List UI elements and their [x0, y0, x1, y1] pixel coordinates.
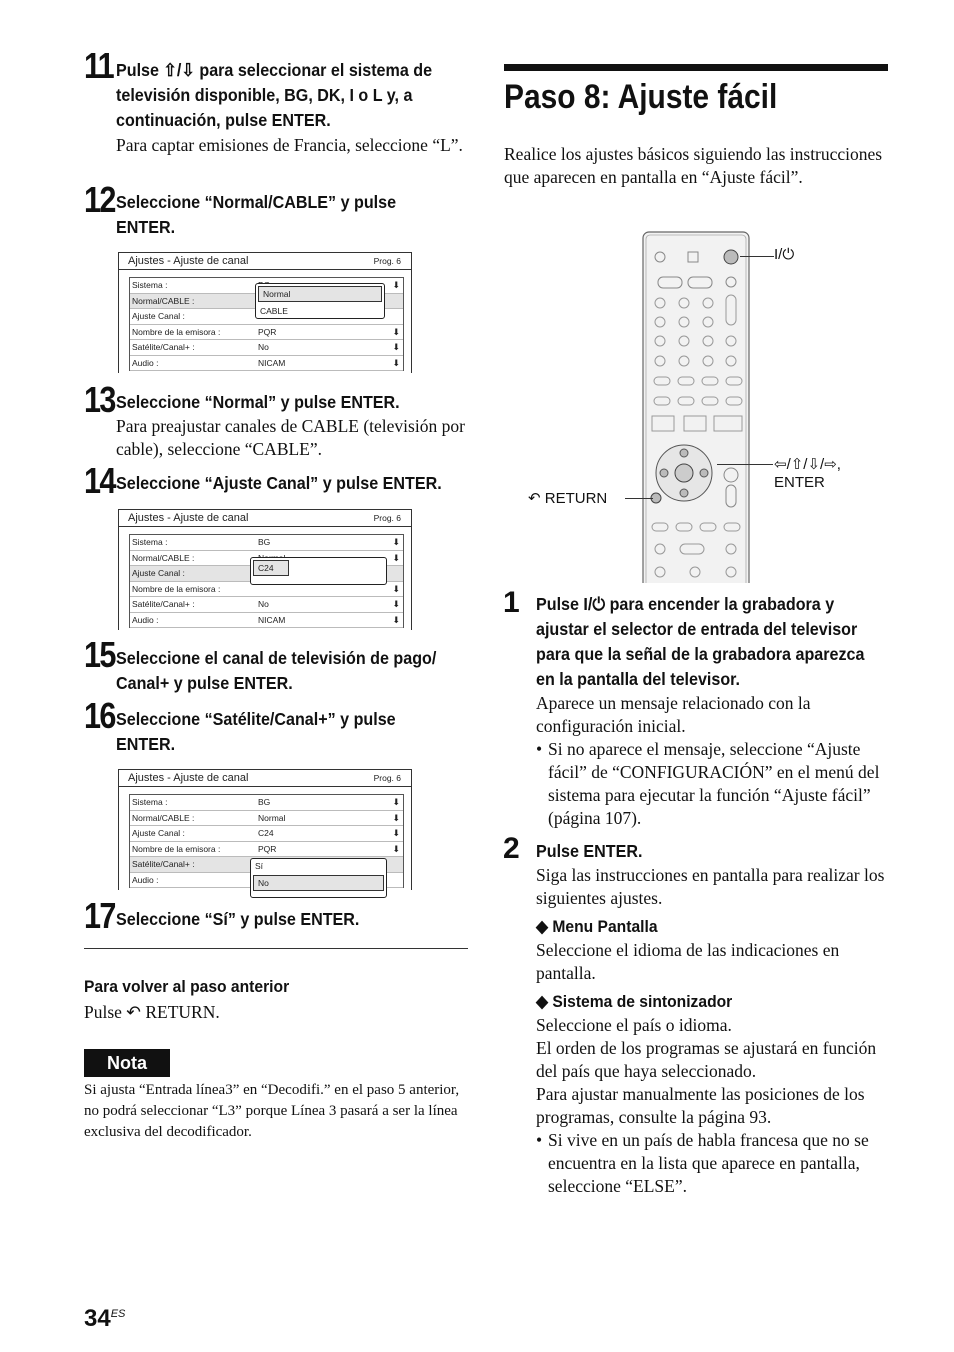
page-title: Paso 8: Ajuste fácil — [504, 78, 778, 116]
osd-value: NICAM — [258, 614, 286, 625]
step-11-heading: Pulse ⇧/⇩ para seleccionar el sistema de televisión disponible, BG, DK, I o L y, a continuación, pulse ENTER. — [116, 60, 433, 130]
bullet-icon: • — [536, 739, 543, 759]
callout-line — [717, 464, 773, 465]
sistema-text-2: El orden de los programas se ajustará en función del país que haya seleccionado. — [536, 1038, 877, 1081]
osd-label: Nombre de la emisora : — [132, 326, 221, 337]
osd-value: No — [258, 342, 269, 352]
power-label: I/⏻ — [774, 246, 795, 263]
page-number — [84, 1299, 125, 1334]
down-arrow-icon: ⬇ — [392, 828, 400, 838]
osd-label: Nombre de la emisora : — [132, 843, 221, 854]
osd-popup-option: Normal — [258, 286, 382, 302]
step-1-body: Aparece un mensaje relacionado con la configuración inicial. — [536, 693, 811, 736]
down-arrow-icon: ⬇ — [392, 537, 400, 547]
enter-label: ENTER — [774, 474, 825, 491]
osd-label: Sistema : — [132, 280, 168, 290]
back-section-text: Pulse ↶ RETURN. — [84, 1002, 220, 1022]
osd-label: Audio : — [132, 614, 159, 625]
step-12-number: 12 — [84, 179, 115, 220]
osd-label: Ajuste Canal : — [132, 311, 185, 321]
osd-prog: Prog. 6 — [373, 513, 401, 523]
step-13-heading: Seleccione “Normal” y pulse ENTER. — [116, 392, 400, 412]
osd-label: Sistema : — [132, 537, 168, 547]
step-13-number: 13 — [84, 379, 115, 420]
osd-value: No — [258, 599, 269, 609]
osd-value: C24 — [258, 828, 274, 838]
osd-value: PQR — [258, 843, 277, 854]
step-14-heading: Seleccione “Ajuste Canal” y pulse ENTER. — [116, 473, 442, 493]
osd-popup-option: C24 — [253, 560, 289, 576]
down-arrow-icon: ⬇ — [392, 357, 400, 368]
down-arrow-icon: ⬇ — [392, 342, 400, 352]
down-arrow-icon: ⬇ — [392, 614, 400, 625]
step-11-body: Para captar emisiones de Francia, seleccione “L”. — [116, 135, 463, 155]
step-15-heading: Seleccione el canal de televisión de pago/ Canal+ y pulse ENTER. — [116, 648, 437, 693]
osd-prog: Prog. 6 — [373, 256, 401, 266]
sistema-text-1: Seleccione el país o idioma. — [536, 1015, 732, 1035]
osd-label: Nombre de la emisora : — [132, 583, 221, 594]
down-arrow-icon: ⬇ — [392, 843, 400, 854]
osd-title: Ajustes - Ajuste de canal — [128, 255, 249, 267]
step-1-bullet: Si no aparece el mensaje, seleccione “Ajuste fácil” de “CONFIGURACIÓN” en el menú del sistema para ejecutar la función “Ajuste fácil” (página 107). — [548, 739, 880, 828]
osd-value: NICAM — [258, 357, 286, 368]
title-rule — [504, 64, 888, 71]
osd-popup — [250, 858, 387, 898]
osd-title: Ajustes - Ajuste de canal — [128, 512, 249, 524]
step-2-heading: Pulse ENTER. — [536, 841, 643, 861]
step-15-number: 15 — [84, 634, 115, 675]
osd-value: PQR — [258, 326, 277, 337]
divider — [84, 948, 468, 949]
osd-label: Ajuste Canal : — [132, 828, 185, 838]
nota-label: Nota — [84, 1049, 170, 1077]
down-arrow-icon: ⬇ — [392, 812, 400, 823]
osd-label: Normal/CABLE : — [132, 552, 195, 563]
sistema-title: ◆ Sistema de sintonizador — [536, 992, 733, 1011]
osd-value: BG — [258, 797, 271, 807]
step-12-heading: Seleccione “Normal/CABLE” y pulse ENTER. — [116, 192, 397, 237]
step-16-number: 16 — [84, 695, 115, 736]
osd-label: Ajuste Canal : — [132, 568, 185, 578]
down-arrow-icon: ⬇ — [392, 280, 400, 290]
osd-popup-option: CABLE — [260, 306, 288, 316]
down-arrow-icon: ⬇ — [392, 326, 400, 337]
osd-label: Normal/CABLE : — [132, 295, 195, 306]
arrows-label: ⇦/⇧/⇩/⇨, — [774, 456, 841, 473]
osd-screen-2 — [118, 509, 412, 630]
remote-control-icon — [642, 231, 750, 583]
intro-text: Realice los ajustes básicos siguiendo las instrucciones que aparecen en pantalla en “Ajuste fácil”. — [504, 144, 883, 187]
osd-popup — [255, 283, 385, 319]
step-1-heading: Pulse I/⏻ para encender la grabadora y ajustar el selector de entrada del televisor para que la señal de la grabadora aparezca en la pantalla del televisor. — [536, 594, 865, 689]
osd-value: Normal — [258, 812, 286, 823]
page-suffix: ES — [110, 1308, 126, 1320]
osd-screen-1 — [118, 252, 412, 373]
down-arrow-icon: ⬇ — [392, 552, 400, 563]
osd-label: Sistema : — [132, 797, 168, 807]
sistema-bullet: Si vive en un país de habla francesa que no se encuentra en la lista que aparece en pantalla, seleccione “ELSE”. — [548, 1130, 869, 1196]
down-arrow-icon: ⬇ — [392, 797, 400, 807]
osd-label: Satélite/Canal+ : — [132, 599, 195, 609]
osd-title: Ajustes - Ajuste de canal — [128, 772, 249, 784]
osd-popup — [250, 557, 387, 585]
step-17-heading: Seleccione “Sí” y pulse ENTER. — [116, 909, 360, 929]
down-arrow-icon: ⬇ — [392, 599, 400, 609]
step-17-number: 17 — [84, 895, 115, 936]
osd-label: Satélite/Canal+ : — [132, 859, 195, 869]
osd-prog: Prog. 6 — [373, 773, 401, 783]
step-11-number: 11 — [84, 45, 113, 86]
down-arrow-icon: ⬇ — [392, 583, 400, 594]
osd-label: Satélite/Canal+ : — [132, 342, 195, 352]
step-14-number: 14 — [84, 460, 115, 501]
nota-text: Si ajusta “Entrada línea3” en “Decodifi.” en el paso 5 anterior, no podrá seleccionar “L3” porque Línea 3 pasará a ser la línea exclusiva del decodificador. — [84, 1082, 460, 1140]
osd-screen-3 — [118, 769, 412, 890]
page-number-value: 34 — [84, 1305, 111, 1332]
sistema-text-3: Para ajustar manualmente las posiciones de los programas, consulte la página 93. — [536, 1084, 865, 1127]
osd-popup-option: Sí — [255, 861, 264, 871]
osd-popup-option: No — [253, 875, 384, 891]
bullet-icon: • — [536, 1130, 543, 1150]
osd-label: Audio : — [132, 874, 159, 885]
osd-value: BG — [258, 537, 271, 547]
menu-pantalla-title: ◆ Menu Pantalla — [536, 917, 658, 936]
step-16-heading: Seleccione “Satélite/Canal+” y pulse ENTER. — [116, 709, 396, 754]
osd-label: Normal/CABLE : — [132, 812, 195, 823]
back-section-title: Para volver al paso anterior — [84, 977, 290, 996]
step-2-number: 2 — [503, 832, 520, 865]
return-label: ↶ RETURN — [528, 490, 608, 507]
remote-control — [642, 231, 750, 583]
menu-pantalla-text: Seleccione el idioma de las indicaciones en pantalla. — [536, 940, 840, 983]
step-2-body: Siga las instrucciones en pantalla para realizar los siguientes ajustes. — [536, 865, 885, 908]
callout-line — [625, 498, 653, 499]
osd-label: Audio : — [132, 357, 159, 368]
step-1-number: 1 — [503, 586, 520, 619]
step-13-body: Para preajustar canales de CABLE (televisión por cable), seleccione “CABLE”. — [116, 416, 465, 459]
callout-line — [740, 256, 774, 257]
